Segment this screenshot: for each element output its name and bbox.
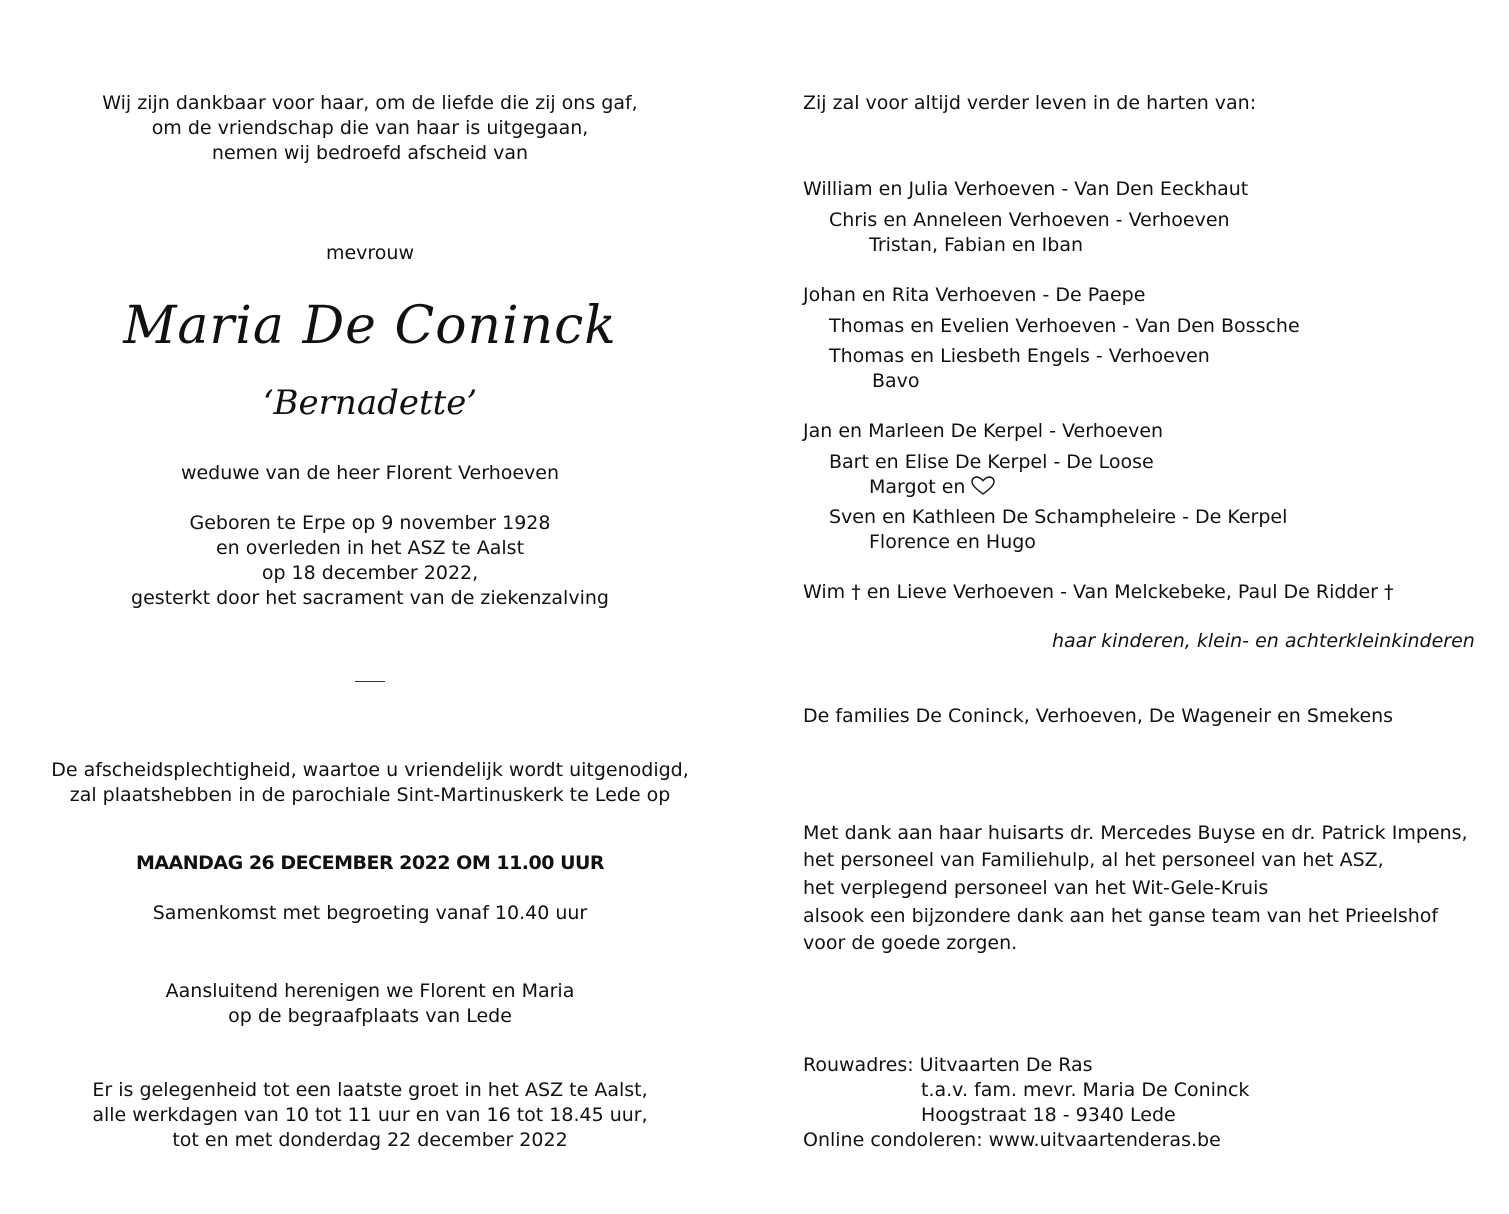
widow-line: weduwe van de heer Florent Verhoeven [180,462,560,484]
visit-line-2: alle werkdagen van 10 tot 11 uur en van 16 tot 18.45 uur, [92,1104,648,1126]
ceremony-line-2: zal plaatshebben in de parochiale Sint-Martinuskerk te Lede op [69,784,671,806]
burial-line-2: op de begraafplaats van Lede [228,1005,512,1027]
family-line: William en Julia Verhoeven - Van Den Eeckhaut [803,178,1249,200]
intro-line-1: Wij zijn dankbaar voor haar, om de liefde die zij ons gaf, [102,92,638,114]
family-line: Bart en Elise De Kerpel - De Loose [829,451,1154,473]
birth-line-2: en overleden in het ASZ te Aalst [215,537,525,559]
intro-line-2: om de vriendschap die van haar is uitgegaan, [151,117,589,139]
thanks-line-3: het verplegend personeel van het Wit-Gele-Kruis [803,877,1269,899]
family-line: Tristan, Fabian en Iban [869,234,1084,256]
intro-line-3: nemen wij bedroefd afscheid van [211,142,529,164]
address-line-1: Rouwadres: Uitvaarten De Ras [803,1054,1093,1076]
deceased-nickname: ‘Bernadette’ [262,383,478,423]
thanks-line-5: voor de goede zorgen. [803,932,1018,954]
right-column [803,0,1493,1214]
family-line: Johan en Rita Verhoeven - De Paepe [803,284,1146,306]
visit-line-3: tot en met donderdag 22 december 2022 [172,1129,568,1151]
thanks-line-2: het personeel van Familiehulp, al het personeel van het ASZ, [803,849,1384,871]
family-line: Bavo [872,370,920,392]
family-line: Thomas en Liesbeth Engels - Verhoeven [829,345,1210,367]
thanks-line-4: alsook een bijzondere dank aan het ganse team van het Prieelshof [803,905,1439,927]
ceremony-date: MAANDAG 26 DECEMBER 2022 OM 11.00 UUR [135,852,605,874]
address-line-2: t.a.v. fam. mevr. Maria De Coninck [921,1079,1250,1101]
family-line: Thomas en Evelien Verhoeven - Van Den Bossche [829,315,1300,337]
birth-line-3: op 18 december 2022, [261,562,479,584]
family-line: Margot en [869,476,966,498]
visit-line-1: Er is gelegenheid tot een laatste groet in het ASZ te Aalst, [92,1079,648,1101]
family-line: Jan en Marleen De Kerpel - Verhoeven [803,420,1164,442]
title-prefix: mevrouw [325,242,415,264]
family-line: Florence en Hugo [869,531,1036,553]
birth-line-4: gesterkt door het sacrament van de ziekenzalving [131,587,609,609]
left-column [40,0,700,1214]
burial-line-1: Aansluitend herenigen we Florent en Maria [165,980,575,1002]
family-signoff: haar kinderen, klein- en achterkleinkinderen [1052,630,1475,652]
ceremony-line-1: De afscheidsplechtigheid, waartoe u vriendelijk wordt uitgenodigd, [51,759,689,781]
family-line: Wim † en Lieve Verhoeven - Van Melckebeke, Paul De Ridder † [803,581,1394,603]
family-line-with-heart [869,475,995,503]
family-heading: Zij zal voor altijd verder leven in de harten van: [803,92,1257,114]
heart-icon [971,476,995,503]
families-line: De families De Coninck, Verhoeven, De Wageneir en Smekens [803,705,1394,727]
address-line-3: Hoogstraat 18 - 9340 Lede [921,1104,1176,1126]
thanks-line-1: Met dank aan haar huisarts dr. Mercedes Buyse en dr. Patrick Impens, [803,822,1468,844]
online-condolences: Online condoleren: www.uitvaartenderas.be [803,1129,1221,1151]
birth-line-1: Geboren te Erpe op 9 november 1928 [189,512,551,534]
deceased-name: Maria De Coninck [123,296,617,356]
gathering-line: Samenkomst met begroeting vanaf 10.40 uur [152,902,588,924]
separator-line [355,681,385,682]
family-line: Chris en Anneleen Verhoeven - Verhoeven [829,209,1230,231]
family-line: Sven en Kathleen De Schampheleire - De Kerpel [829,506,1288,528]
